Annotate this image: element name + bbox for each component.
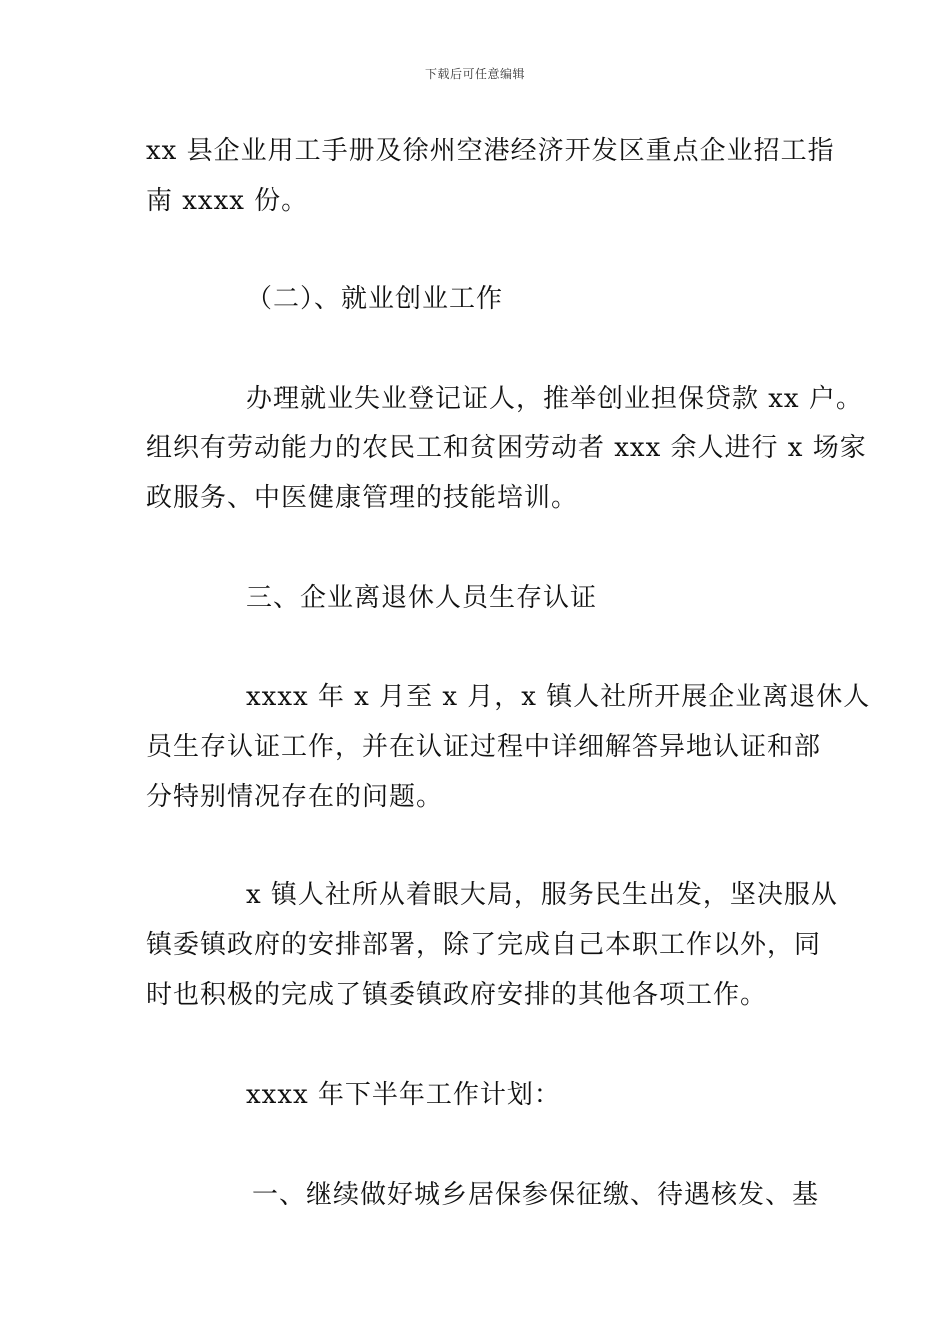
paragraph-3-line-3: 分特别情况存在的问题。 xyxy=(146,782,444,812)
paragraph-1-line-1: xx 县企业用工手册及徐州空港经济开发区重点企业招工指 xyxy=(146,136,835,166)
paragraph-2-line-3: 政服务、中医健康管理的技能培训。 xyxy=(146,483,579,513)
section-heading-employment: （二）、就业创业工作 xyxy=(246,284,504,314)
paragraph-4-line-1: x 镇人社所从着眼大局，服务民生出发，坚决服从 xyxy=(246,880,838,910)
paragraph-4-line-3: 时也积极的完成了镇委镇政府安排的其他各项工作。 xyxy=(146,980,768,1010)
paragraph-3-line-2: 员生存认证工作，并在认证过程中详细解答异地认证和部 xyxy=(146,732,822,762)
page-header: 下载后可任意编辑 xyxy=(424,67,525,81)
section-heading-retiree-certification: 三、企业离退休人员生存认证 xyxy=(246,583,598,613)
paragraph-4-line-2: 镇委镇政府的安排部署，除了完成自己本职工作以外，同 xyxy=(146,930,822,960)
paragraph-3-line-1: xxxx 年 x 月至 x 月，x 镇人社所开展企业离退休人 xyxy=(246,682,871,712)
paragraph-2-line-2: 组织有劳动能力的农民工和贫困劳动者 xxx 余人进行 x 场家 xyxy=(146,433,867,463)
paragraph-5-line-1: 一、继续做好城乡居保参保征缴、待遇核发、基 xyxy=(252,1180,820,1210)
section-heading-work-plan: xxxx 年下半年工作计划： xyxy=(246,1080,561,1110)
paragraph-2-line-1: 办理就业失业登记证人，推举创业担保贷款 xx 户。 xyxy=(246,384,863,414)
paragraph-1-line-2: 南 xxxx 份。 xyxy=(146,186,309,216)
